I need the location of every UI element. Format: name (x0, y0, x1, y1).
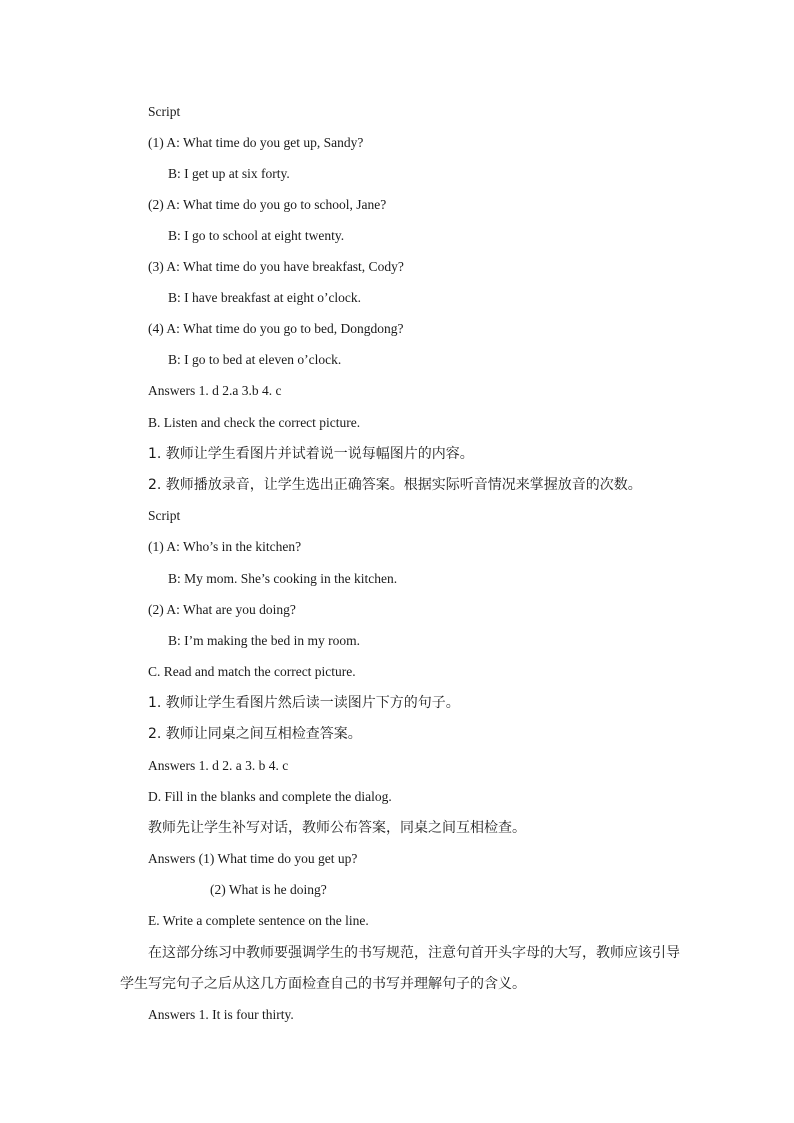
instruction-line: 1. 教师让学生看图片并试着说一说每幅图片的内容。 (148, 446, 474, 462)
instruction-line: 2. 教师让同桌之间互相检查答案。 (148, 726, 362, 742)
dialog-line: B: I’m making the bed in my room. (168, 633, 360, 648)
section-heading-c: C. Read and match the correct picture. (148, 664, 356, 679)
section-heading-b: B. Listen and check the correct picture. (148, 415, 361, 430)
answers-line: Answers 1. It is four thirty. (148, 1007, 294, 1022)
instruction-line: 1. 教师让学生看图片然后读一读图片下方的句子。 (148, 695, 460, 711)
dialog-line: (2) A: What are you doing? (148, 602, 296, 617)
section-heading-e: E. Write a complete sentence on the line. (148, 913, 369, 928)
answers-line: Answers 1. d 2. a 3. b 4. c (148, 758, 289, 773)
instruction-paragraph: 在这部分练习中教师要强调学生的书写规范，注意句首开头字母的大写，教师应该引导学生写完句子之后从这几方面检查自己的书写并理解句子的含义。 (120, 945, 680, 992)
dialog-line: B: I go to school at eight twenty. (168, 228, 345, 243)
dialog-line: B: I go to bed at eleven o’clock. (168, 352, 342, 367)
dialog-line: B: My mom. She’s cooking in the kitchen. (168, 571, 398, 586)
instruction-line: 教师先让学生补写对话，教师公布答案，同桌之间互相检查。 (148, 820, 526, 836)
dialog-line: (1) A: What time do you get up, Sandy? (148, 135, 364, 150)
answers-line: (2) What is he doing? (210, 882, 327, 897)
dialog-line: (2) A: What time do you go to school, Jane? (148, 197, 387, 212)
dialog-line: (4) A: What time do you go to bed, Dongdong? (148, 321, 404, 336)
dialog-line: B: I get up at six forty. (168, 166, 290, 181)
answers-line: Answers 1. d 2.a 3.b 4. c (148, 383, 282, 398)
section-heading-d: D. Fill in the blanks and complete the dialog. (148, 789, 392, 804)
script-heading: Script (148, 508, 181, 523)
script-heading: Script (148, 104, 181, 119)
dialog-line: (3) A: What time do you have breakfast, Cody? (148, 259, 404, 274)
answers-line: Answers (1) What time do you get up? (148, 851, 358, 866)
dialog-line: (1) A: Who’s in the kitchen? (148, 539, 302, 554)
dialog-line: B: I have breakfast at eight o’clock. (168, 290, 362, 305)
instruction-line: 2. 教师播放录音，让学生选出正确答案。根据实际听音情况来掌握放音的次数。 (148, 477, 642, 493)
